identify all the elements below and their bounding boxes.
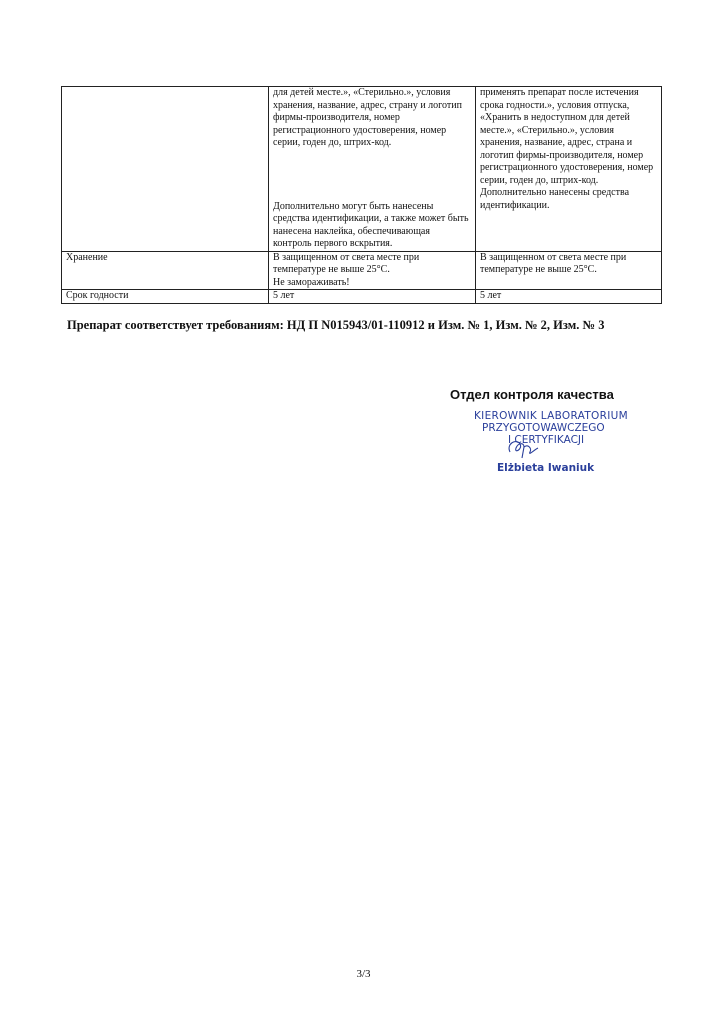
storage-reg-cell xyxy=(269,251,476,290)
row1-actual-cell xyxy=(476,87,662,252)
row1-actual-extra: Дополнительно нанесены средства идентификации. xyxy=(480,187,630,211)
approval-stamp xyxy=(468,410,628,482)
specification-table xyxy=(61,86,662,304)
stamp-line-3: I CERTYFIKACJI xyxy=(508,434,585,446)
conformity-statement: Препарат соответствует требованиям: НД П N015943/01-110912 и Изм. № 1, Изм. № 2, Изм. № 3 xyxy=(67,318,605,332)
signature-icon xyxy=(502,434,552,464)
shelf-life-actual: 5 лет xyxy=(476,290,662,304)
row1-reg-text: для детей месте.», «Стерильно.», условия хранения, название, адрес, страну и логотип фирмы-производителя, номер регистрационного удостоверения, номер серии, годен до, штрих-код. xyxy=(273,87,462,148)
shelf-life-reg: 5 лет xyxy=(269,290,476,304)
storage-label: Хранение xyxy=(62,251,269,290)
storage-reg-freeze: Не замораживать! xyxy=(273,276,350,288)
row1-reg-extra: Дополнительно могут быть нанесены средства идентификации, а также может быть нанесена наклейка, обеспечивающая контроль первого вскрытия. xyxy=(273,200,469,249)
stamp-line-1: KIEROWNIK LABORATORIUM xyxy=(474,410,628,422)
table-row xyxy=(62,251,662,290)
table-row xyxy=(62,290,662,304)
stamp-line-2: PRZYGOTOWAWCZEGO xyxy=(482,422,605,434)
storage-reg-text: В защищенном от света месте при температуре не выше 25°C. xyxy=(273,251,420,275)
table-row xyxy=(62,87,662,252)
row1-reg-cell xyxy=(269,87,476,252)
stamp-name: Elżbieta Iwaniuk xyxy=(497,462,595,474)
row1-actual-text: применять препарат после истечения срока годности.», условия отпуска, «Хранить в недоступном для детей месте.», «Стерильно.», условия хранения, название, адрес, страна и логотип фирмы-производителя, номер регистрационного удостоверения, номер серии, годен до, штрих-код. xyxy=(480,87,654,186)
department-title: Отдел контроля качества xyxy=(450,387,614,402)
storage-actual-cell: В защищенном от света месте при температуре не выше 25°C. xyxy=(476,251,662,290)
shelf-life-label: Срок годности xyxy=(62,290,269,304)
page-number: 3/3 xyxy=(356,968,371,980)
row1-label-cell xyxy=(62,87,269,252)
